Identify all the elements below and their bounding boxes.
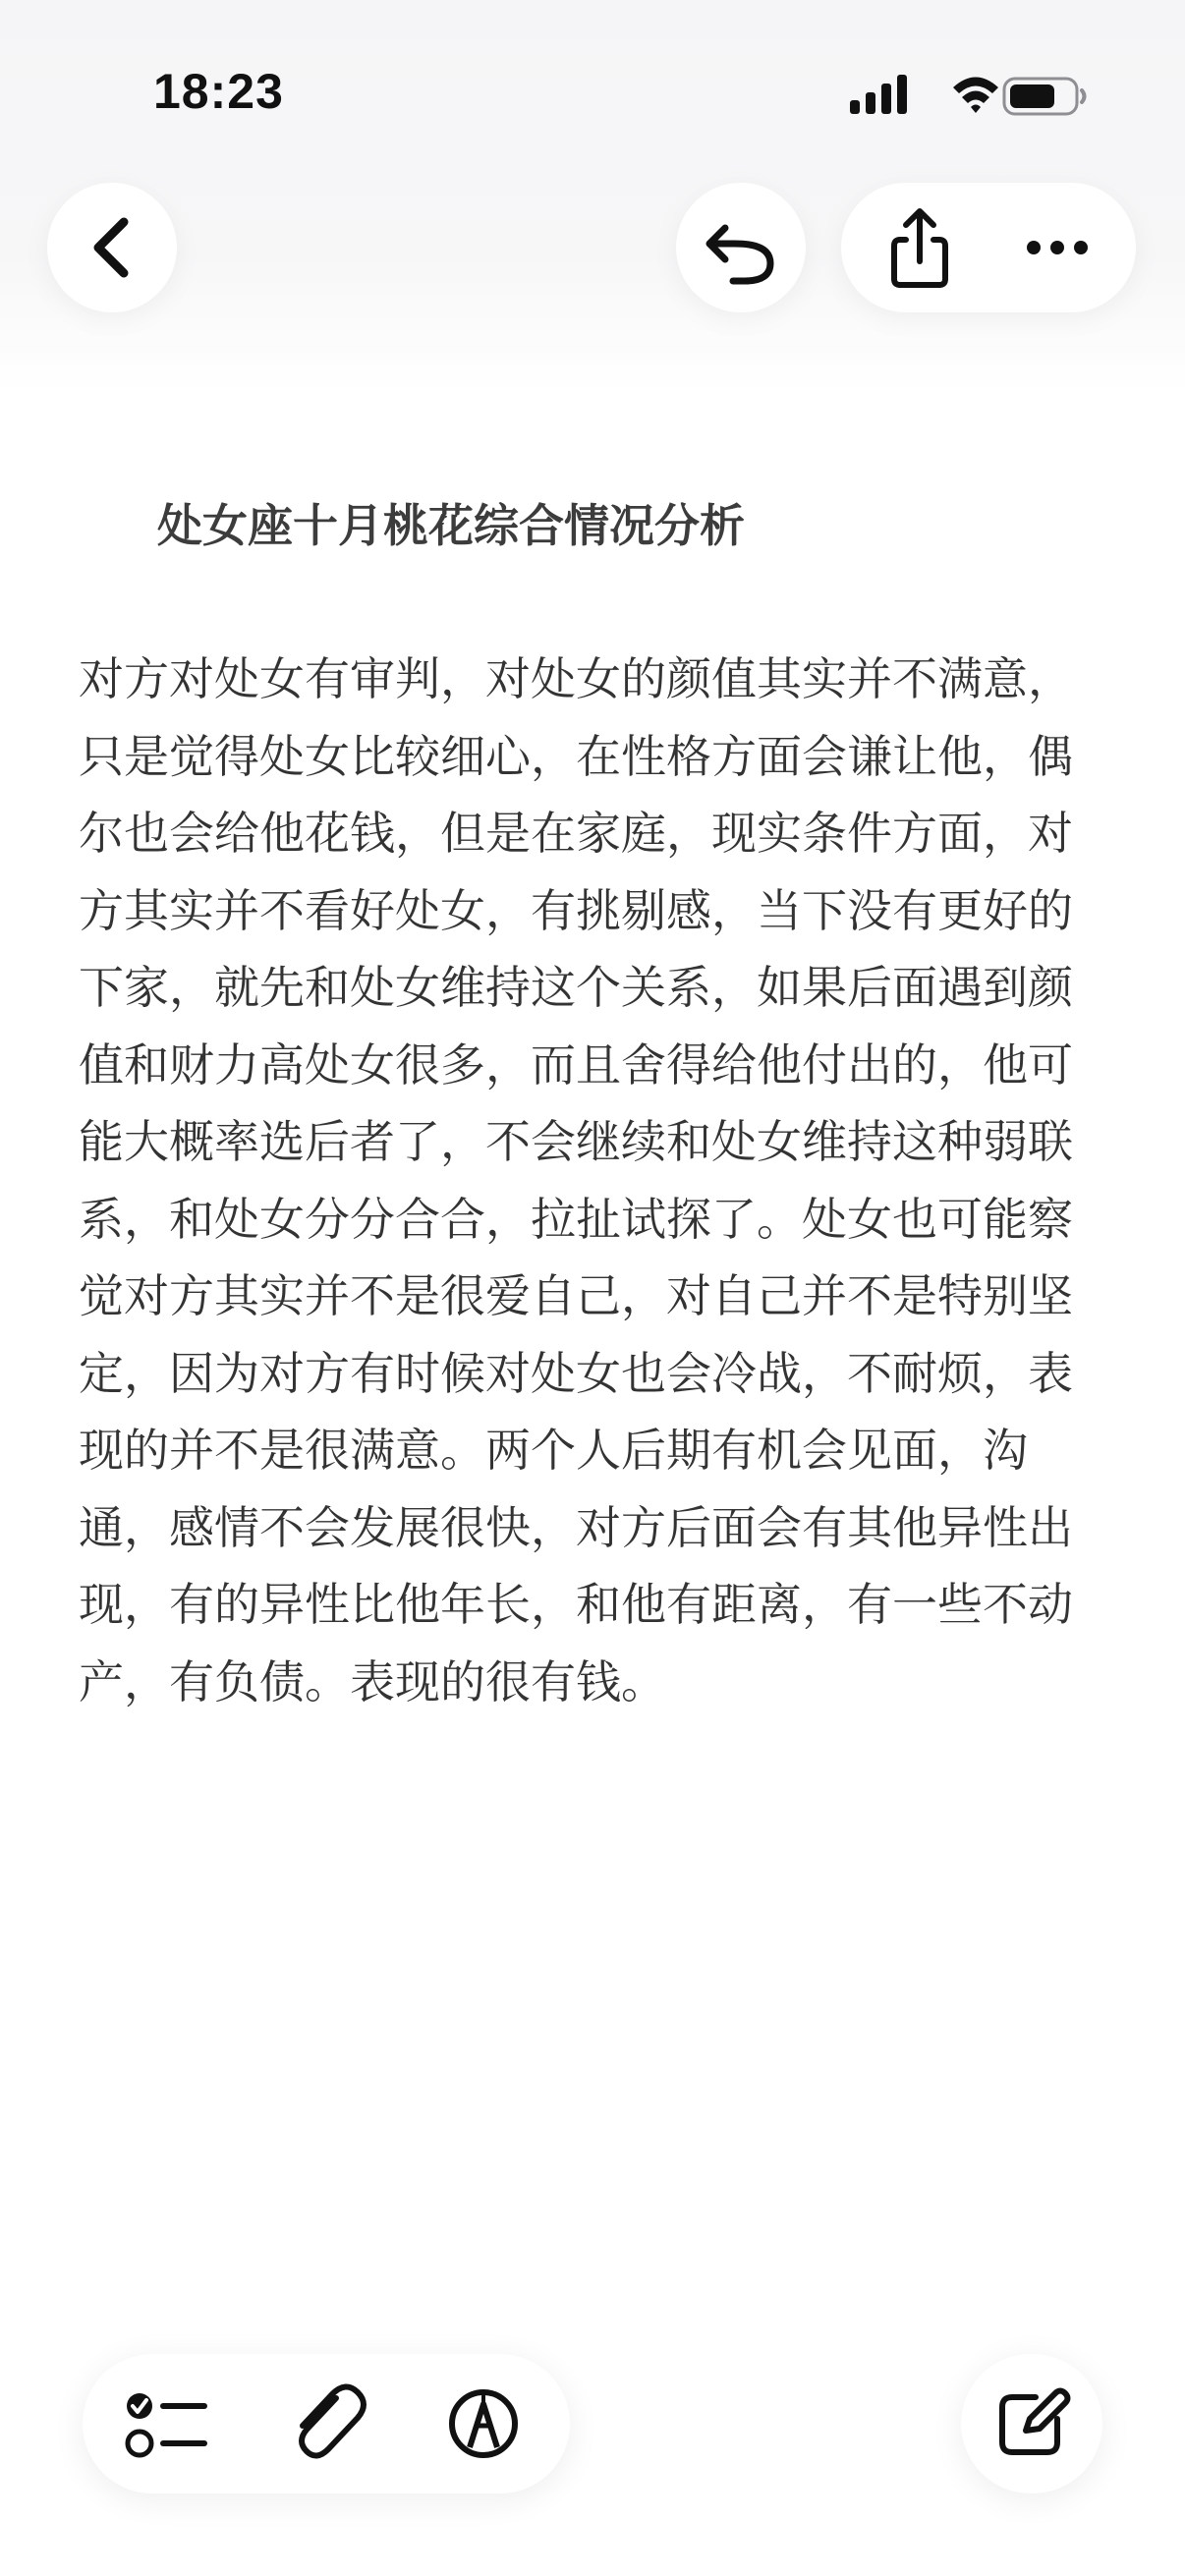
note-body[interactable]: 对方对处女有审判，对处女的颜值其实并不满意，只是觉得处女比较细心，在性格方面会谦让他，偶尔也会给他花钱，但是在家庭，现实条件方面，对方其实并不看好处女，有挑剔感，当下没有更好的下家，就先和处女维持这个关系，如果后面遇到颜值和财力高处女很多，而且舍得给他付出的，他可能大概率选后者了，不会继续和处女维持这种弱联系，和处女分分合合，拉扯试探了。处女也可能察觉对方其实并不是很爱自己，对自己并不是特别坚定，因为对方有时候对处女也会冷战，不耐烦，表现的并不是很满意。两个人后期有机会见面，沟通，感情不会发展很快，对方后面会有其他异性出现，有的异性比他年长，和他有距离，有一些不动产，有负债。表现的很有钱。: [79, 652, 1073, 1708]
action-pill: [841, 183, 1136, 312]
markup-button[interactable]: [424, 2365, 542, 2483]
status-icons: [845, 71, 1091, 124]
note-title[interactable]: 处女座十月桃花综合情况分析: [157, 499, 745, 552]
status-time: 18:23: [153, 64, 284, 119]
pen-markup-icon: [424, 2365, 542, 2483]
cellular-signal-icon: [850, 75, 907, 114]
more-button[interactable]: [998, 183, 1116, 312]
attachment-button[interactable]: [267, 2365, 385, 2483]
back-button[interactable]: [47, 183, 177, 312]
compose-icon: [961, 2354, 1102, 2493]
paperclip-icon: [267, 2365, 385, 2483]
compose-button[interactable]: [961, 2354, 1102, 2493]
chevron-left-icon: [47, 183, 177, 312]
ellipsis-icon: [998, 183, 1116, 312]
undo-button[interactable]: [676, 183, 806, 312]
share-button[interactable]: [861, 183, 979, 312]
undo-icon: [676, 183, 806, 312]
wifi-icon: [953, 78, 998, 114]
share-icon: [861, 183, 979, 312]
battery-icon: [1004, 79, 1085, 114]
status-bar: [0, 0, 1185, 187]
checklist-icon: [110, 2365, 228, 2483]
checklist-button[interactable]: [110, 2365, 228, 2483]
bottom-toolbar: [83, 2354, 570, 2493]
